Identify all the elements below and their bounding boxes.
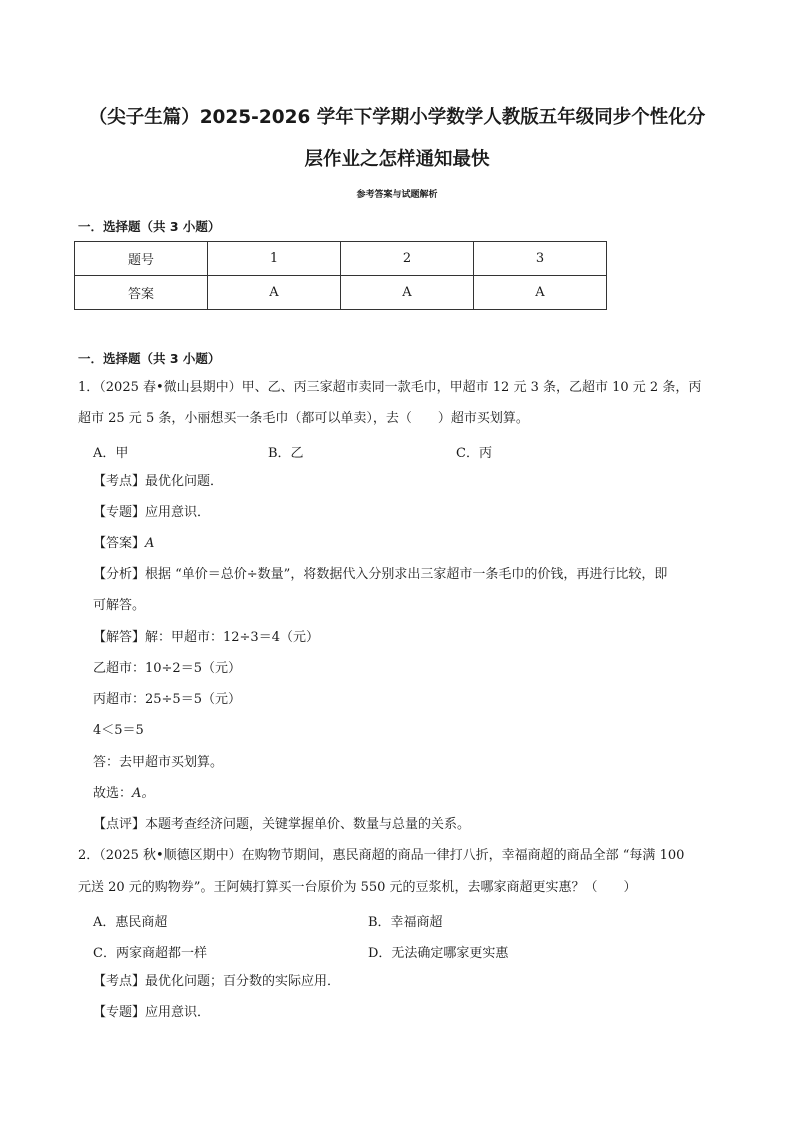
q1-zhuanti: 【专题】应用意识． bbox=[93, 505, 211, 520]
document-subtitle: 参考答案与试题解析 bbox=[356, 190, 438, 200]
q1-jieda-line-5: 答：去甲超市买划算。 bbox=[93, 755, 224, 770]
answer-value: A bbox=[145, 536, 155, 551]
q2-zhuanti: 【专题】应用意识． bbox=[93, 1005, 211, 1020]
answer-tag: 【答案】 bbox=[93, 536, 146, 551]
q1-stem-line-2: 超市 25 元 5 条，小丽想买一条毛巾（都可以单卖），去（ ）超市买划算。 bbox=[78, 411, 529, 426]
document-title-line-2: 层作业之怎样通知最快 bbox=[304, 149, 490, 170]
q2-option-d: D．无法确定哪家更实惠 bbox=[368, 946, 509, 961]
q2-option-c: C．两家商超都一样 bbox=[93, 946, 207, 961]
q1-jieda-line-3: 丙超市：25÷5＝5（元） bbox=[93, 692, 241, 707]
table-cell: A bbox=[208, 276, 341, 310]
q1-fenxi-line-2: 可解答。 bbox=[93, 598, 146, 613]
q1-fenxi-line-1: 【分析】根据 “单价＝总价÷数量”，将数据代入分别求出三家超市一条毛巾的价钱，再进行比较，即 bbox=[93, 567, 668, 582]
table-cell: A bbox=[474, 276, 607, 310]
table-row bbox=[75, 276, 607, 310]
q2-stem-line-2: 元送 20 元的购物券”。王阿姨打算买一台原价为 550 元的豆浆机，去哪家商超更实惠？（ ） bbox=[78, 880, 637, 895]
guxuan-value: A。 bbox=[132, 786, 155, 801]
q2-option-a: A．惠民商超 bbox=[93, 915, 168, 930]
q1-guxuan bbox=[93, 784, 154, 804]
q1-option-a: A．甲 bbox=[93, 446, 129, 461]
q1-jieda-line-2: 乙超市：10÷2＝5（元） bbox=[93, 661, 241, 676]
answer-table bbox=[74, 241, 607, 310]
q1-dianping: 【点评】本题考查经济问题，关键掌握单价、数量与总量的关系。 bbox=[93, 817, 471, 832]
q1-jieda-line-4: 4＜5＝5 bbox=[93, 723, 144, 738]
document-title-line-1: （尖子生篇）2025-2026 学年下学期小学数学人教版五年级同步个性化分 bbox=[88, 107, 706, 128]
table-cell: 1 bbox=[208, 242, 341, 276]
q1-option-b: B．乙 bbox=[268, 446, 304, 461]
table-cell: A bbox=[341, 276, 474, 310]
q1-option-c: C．丙 bbox=[456, 446, 492, 461]
section-heading-questions: 一．选择题（共 3 小题） bbox=[78, 351, 221, 366]
table-row bbox=[75, 242, 607, 276]
table-cell: 题号 bbox=[75, 242, 208, 276]
q1-kaodian: 【考点】最优化问题． bbox=[93, 474, 224, 489]
q1-jieda-line-1: 【解答】解：甲超市：12÷3＝4（元） bbox=[93, 630, 319, 645]
guxuan-tag: 故选： bbox=[93, 786, 133, 801]
table-cell: 答案 bbox=[75, 276, 208, 310]
table-cell: 3 bbox=[474, 242, 607, 276]
q1-stem-line-1: 1．（2025 春•微山县期中）甲、乙、丙三家超市卖同一款毛巾，甲超市 12 元 3 条，乙超市 10 元 2 条，丙 bbox=[78, 380, 702, 395]
q2-option-b: B．幸福商超 bbox=[368, 915, 443, 930]
q2-kaodian: 【考点】最优化问题；百分数的实际应用． bbox=[93, 974, 341, 989]
section-heading-answers: 一．选择题（共 3 小题） bbox=[78, 219, 221, 234]
q1-answer bbox=[93, 534, 154, 554]
table-cell: 2 bbox=[341, 242, 474, 276]
q2-stem-line-1: 2．（2025 秋•顺德区期中）在购物节期间，惠民商超的商品一律打八折，幸福商超的商品全部 “每满 100 bbox=[78, 848, 685, 863]
